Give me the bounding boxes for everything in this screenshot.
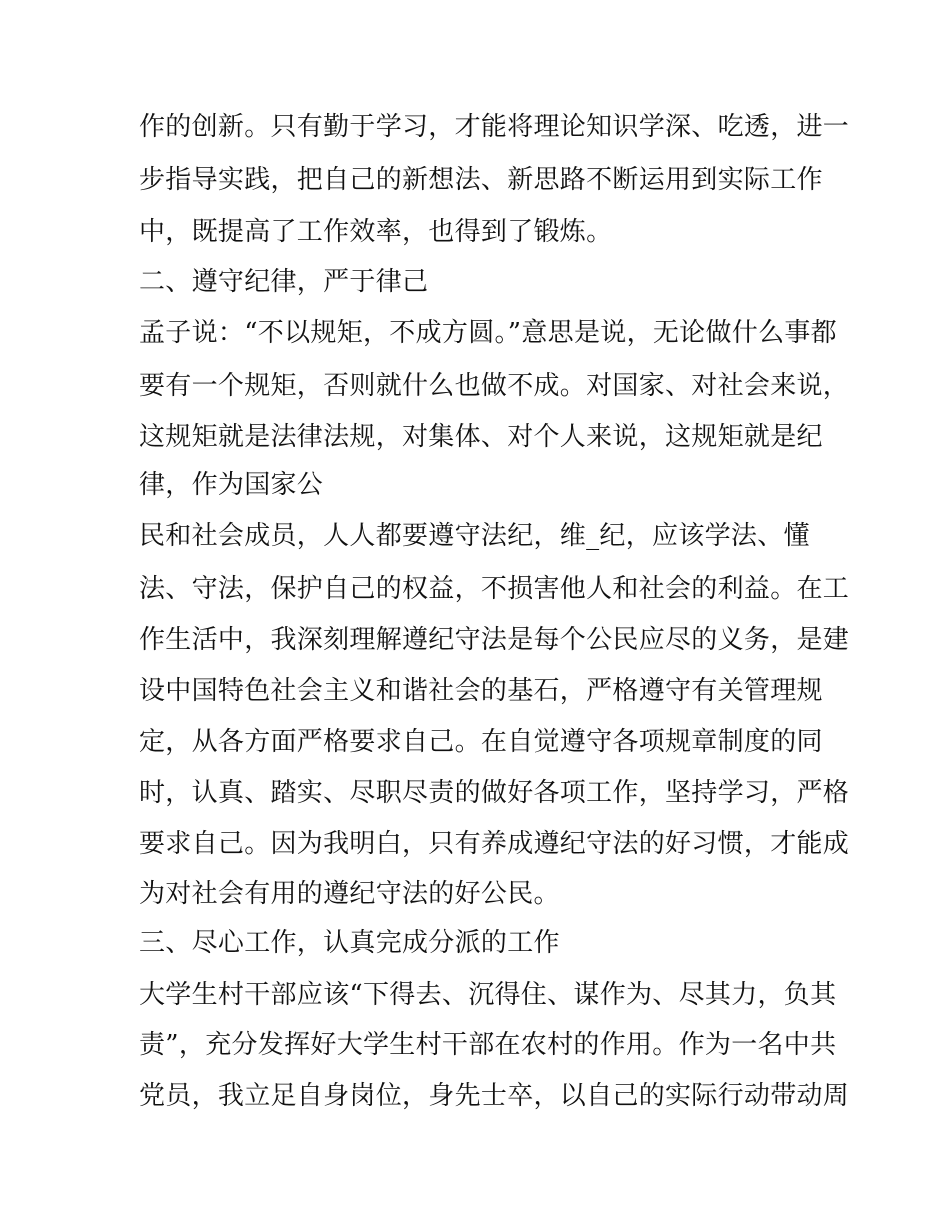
text-line: 中，既提高了工作效率，也得到了锻炼。 xyxy=(139,217,613,247)
text-line: 法、守法，保护自己的权益，不损害他人和社会的利益。在工 xyxy=(139,574,850,604)
text-line: 党员，我立足自身岗位，身先士卒，以自己的实际行动带动周 xyxy=(139,1081,850,1111)
text-line: 作生活中，我深刻理解遵纪守法是每个公民应尽的义务，是建 xyxy=(139,625,850,655)
text-line: 大学生村干部应该“下得去、沉得住、谋作为、尽其力，负其 xyxy=(139,980,837,1010)
text-line: 作的创新。只有勤于学习，才能将理论知识学深、吃透，进一 xyxy=(139,112,850,142)
text-line: 要有一个规矩，否则就什么也做不成。对国家、对社会来说， xyxy=(139,371,850,401)
text-line: 民和社会成员，人人都要遵守法纪，维_纪，应该学法、懂 xyxy=(139,521,810,551)
text-line: 步指导实践，把自己的新想法、新思路不断运用到实际工作 xyxy=(139,165,823,195)
text-line: 设中国特色社会主义和谐社会的基石，严格遵守有关管理规 xyxy=(139,676,823,706)
section-heading: 三、尽心工作，认真完成分派的工作 xyxy=(139,928,560,958)
text-line: 责”，充分发挥好大学生村干部在农村的作用。作为一名中共 xyxy=(139,1030,837,1060)
text-line: 要求自己。因为我明白，只有养成遵纪守法的好习惯，才能成 xyxy=(139,829,850,859)
section-heading: 二、遵守纪律，严于律己 xyxy=(139,267,429,297)
text-line: 为对社会有用的遵纪守法的好公民。 xyxy=(139,879,560,909)
text-line: 定，从各方面严格要求自己。在自觉遵守各项规章制度的同 xyxy=(139,727,823,757)
text-line: 律，作为国家公 xyxy=(139,470,324,500)
text-line: 时，认真、踏实、尽职尽责的做好各项工作，坚持学习，严格 xyxy=(139,778,850,808)
text-line: 这规矩就是法律法规，对集体、对个人来说，这规矩就是纪 xyxy=(139,422,823,452)
text-line: 孟子说：“不以规矩，不成方圆。”意思是说，无论做什么事都 xyxy=(139,318,837,348)
